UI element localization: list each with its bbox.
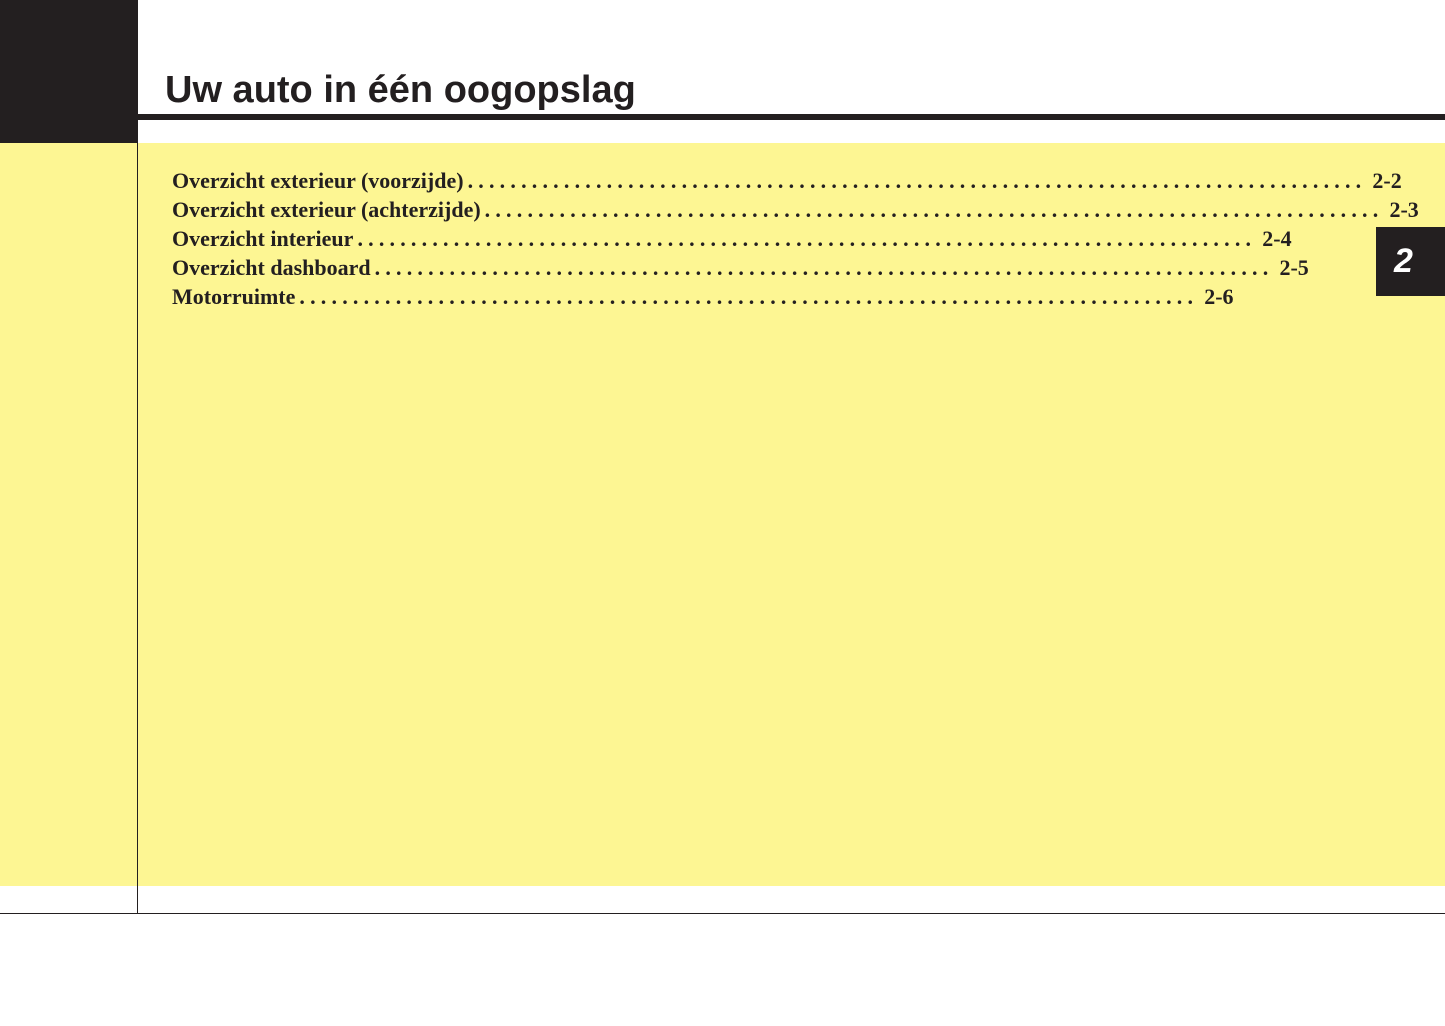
header-black-block [0,0,138,143]
toc-entry-page: 2-6 [1204,284,1234,309]
margin-divider [137,143,138,914]
toc-leader-dots: .................................................................................... [484,197,1384,222]
toc-entry[interactable] [172,282,1234,311]
toc-entry-page: 2-3 [1389,197,1419,222]
toc-leader-dots: .................................................................................... [299,284,1199,309]
toc-leader-dots: .................................................................................... [357,226,1257,251]
table-of-contents [172,166,1419,311]
toc-entry-label: Overzicht dashboard [172,255,371,280]
toc-entry-label: Overzicht interieur [172,226,354,251]
toc-entry[interactable] [172,224,1292,253]
toc-entry[interactable] [172,166,1402,195]
footer-rule [0,913,1445,914]
toc-entry[interactable] [172,195,1419,224]
header-rule [138,114,1445,120]
page-title: Uw auto in één oogopslag [165,69,636,111]
toc-entry-label: Overzicht exterieur (voorzijde) [172,168,464,193]
toc-entry-label: Overzicht exterieur (achterzijde) [172,197,481,222]
toc-entry-page: 2-4 [1262,226,1292,251]
toc-entry[interactable] [172,253,1309,282]
toc-entry-label: Motorruimte [172,284,296,309]
toc-entry-page: 2-5 [1279,255,1309,280]
toc-leader-dots: .................................................................................... [467,168,1367,193]
chapter-tab[interactable]: 2 [1376,227,1445,296]
toc-leader-dots: .................................................................................... [374,255,1274,280]
toc-entry-page: 2-2 [1372,168,1402,193]
